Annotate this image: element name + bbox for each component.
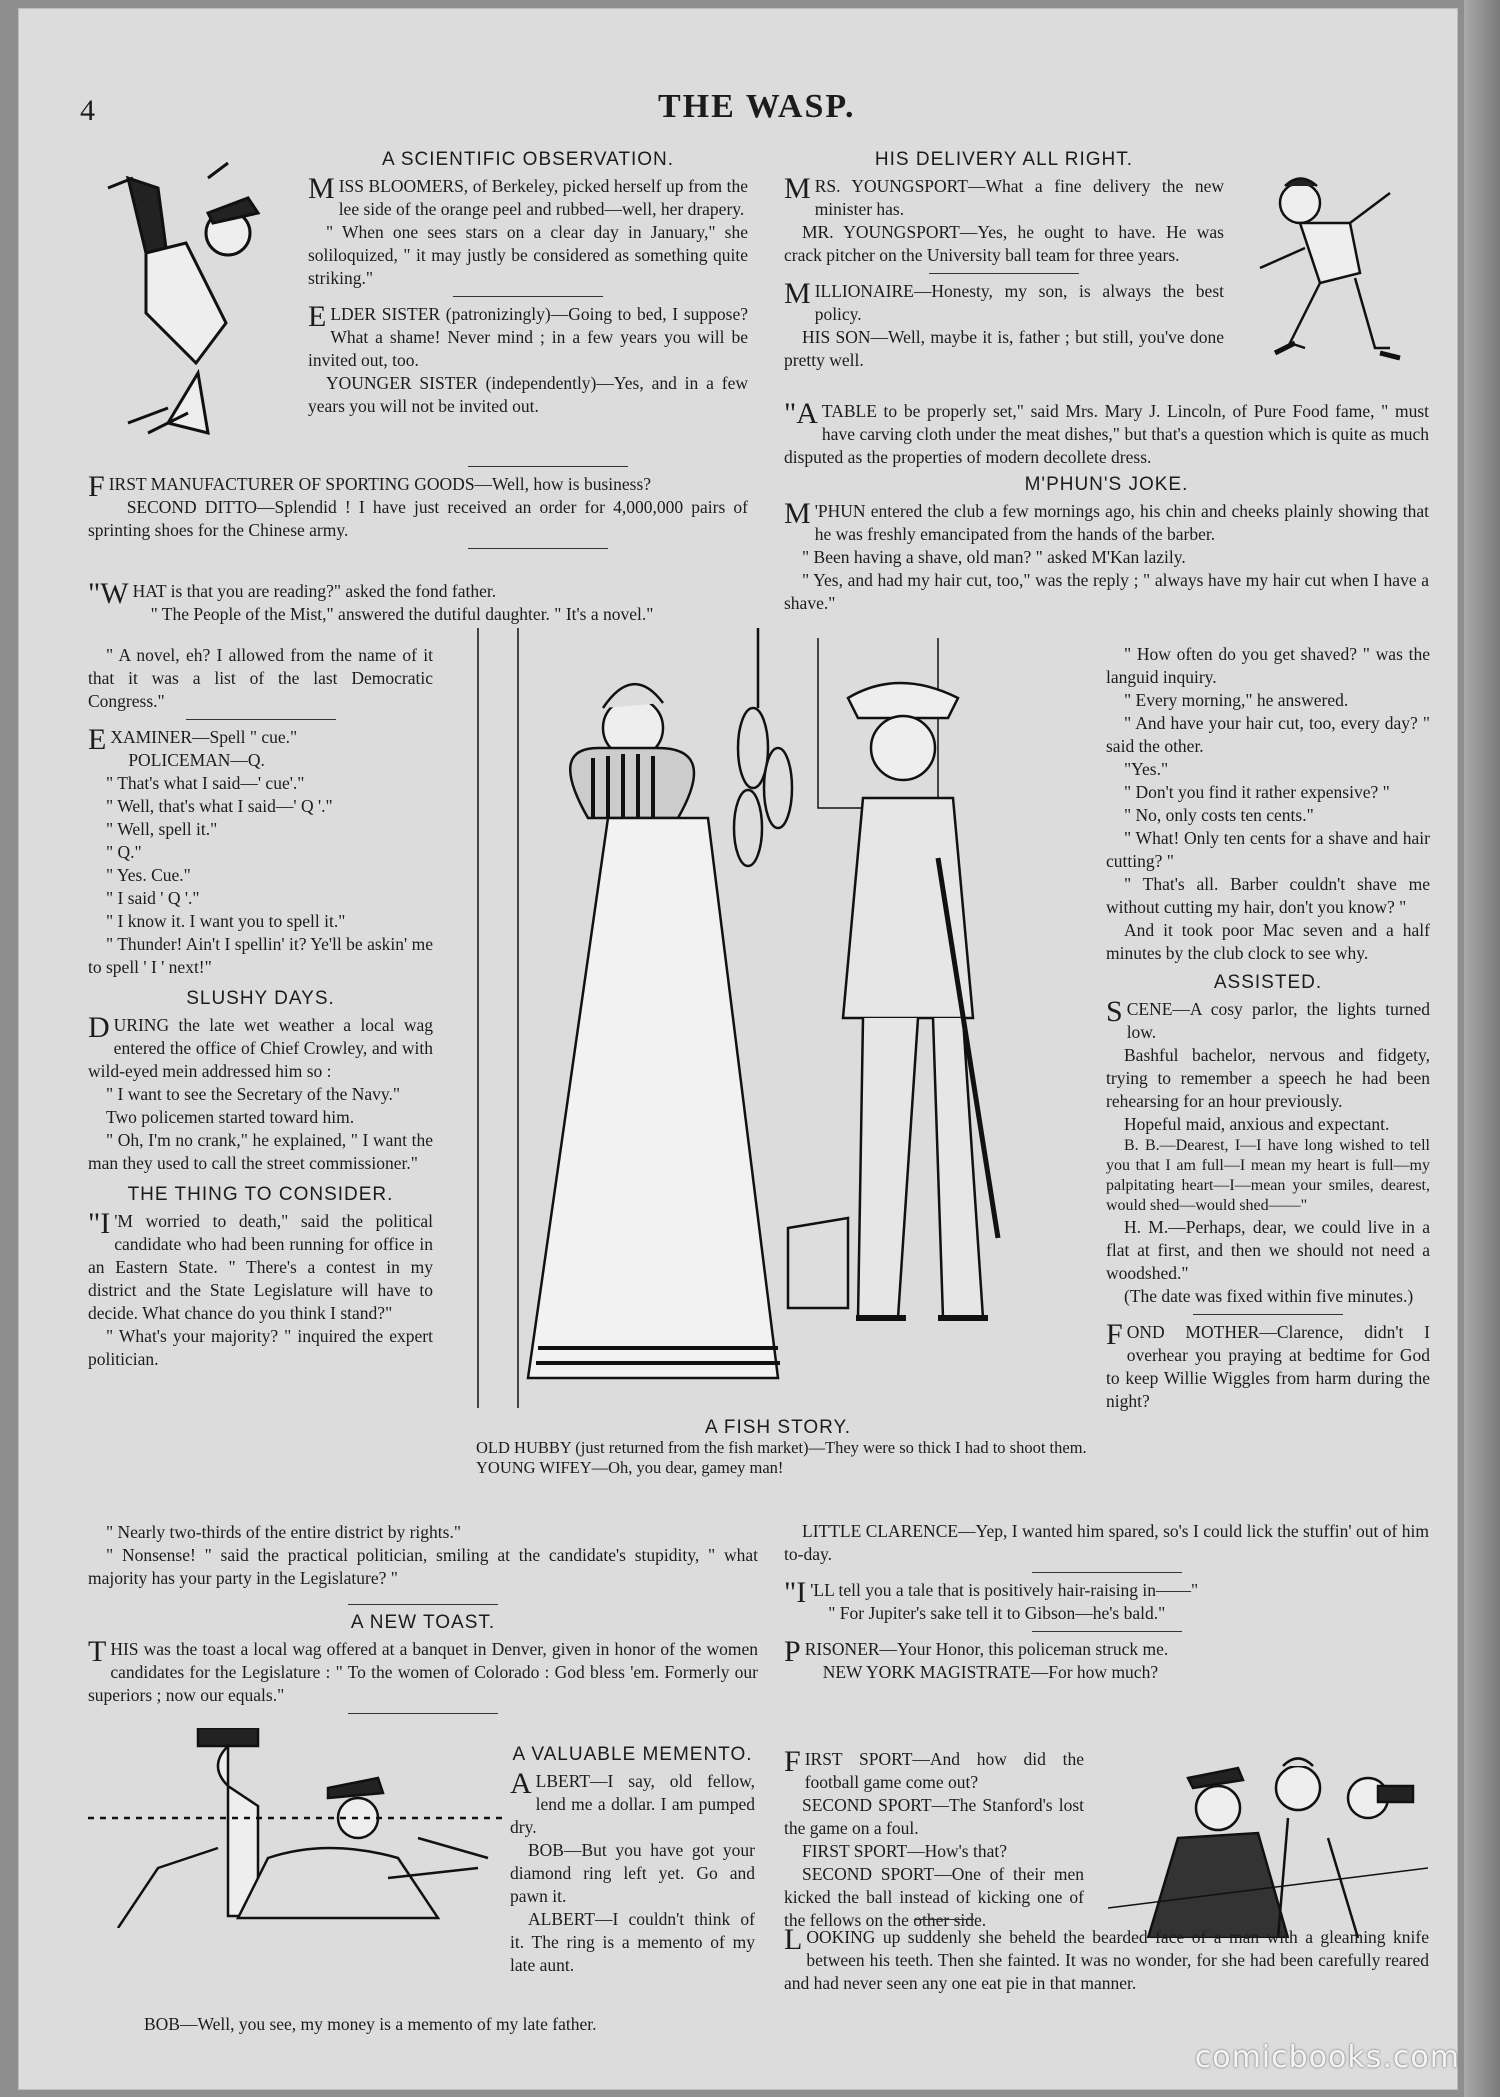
paragraph: SECOND DITTO—Splendid ! I have just received an order for 4,000,000 pairs of sprinting shoes for the Chinese army.: [88, 497, 748, 540]
divider: [348, 1713, 498, 1714]
paragraph: " Every morning," he answered.: [1124, 690, 1349, 710]
paragraph: LDER SISTER (patronizingly)—Going to bed, I suppose? What a shame! Never mind ; in a few years you will be invited out, too.: [308, 304, 748, 370]
paragraph: " No, only costs ten cents.": [1124, 805, 1314, 825]
article-valuable-memento: [510, 1743, 755, 1977]
newspaper-page: [18, 8, 1458, 2090]
paragraph: ALBERT—I couldn't think of it. The ring is a memento of my late aunt.: [510, 1909, 755, 1975]
paragraph: RS. YOUNGSPORT—What a fine delivery the new minister has.: [814, 176, 1224, 219]
paragraph: FIRST SPORT—How's that?: [802, 1841, 1008, 1861]
paragraph: YOUNGER SISTER (independently)—Yes, and in a few years you will not be invited out.: [308, 373, 748, 416]
paragraph: " Nearly two-thirds of the entire district by rights.": [106, 1522, 461, 1542]
headline: THE THING TO CONSIDER.: [127, 1184, 394, 1205]
spectators-illustration: [1108, 1738, 1428, 1938]
caption-line: YOUNG WIFEY—Oh, you dear, gamey man!: [476, 1458, 784, 1477]
drop-cap: T: [88, 1635, 107, 1668]
article-looking-up: [784, 1913, 1429, 1995]
drop-cap: "A: [784, 397, 818, 430]
page-number: 4: [80, 94, 95, 127]
paragraph: " For Jupiter's sake tell it to Gibson—he's bald.": [828, 1603, 1166, 1623]
falling-woman-illustration: [88, 158, 288, 443]
masthead-title: THE WASP.: [658, 88, 856, 125]
headline: SLUSHY DAYS.: [186, 988, 335, 1009]
paragraph: "Yes.": [1124, 759, 1169, 779]
dialogue-line: " Well, that's what I said—' Q '.": [106, 796, 333, 816]
memento-final-line: [144, 2013, 744, 2036]
paragraph: SECOND SPORT—The Stanford's lost the game on a foul.: [784, 1795, 1084, 1838]
drop-cap: "I: [784, 1576, 807, 1609]
paragraph: " And have your hair cut, too, every day? " said the other.: [1106, 713, 1430, 756]
paragraph: RISONER—Your Honor, this policeman struck me.: [804, 1639, 1169, 1659]
headline: ASSISTED.: [1213, 972, 1323, 993]
paragraph: " Oh, I'm no crank," he explained, " I want the man they used to call the street commissioner.": [88, 1130, 433, 1173]
paragraph: Bashful bachelor, nervous and fidgety, trying to remember a speech he had been rehearsing for an hour previously.: [1106, 1045, 1430, 1111]
dialogue-line: POLICEMAN—Q.: [128, 750, 265, 770]
headline: A SCIENTIFIC OBSERVATION.: [381, 149, 675, 170]
drop-cap: F: [1106, 1318, 1123, 1351]
paragraph: HIS was the toast a local wag offered at a banquet in Denver, given in honor of the women candidates for the Legislature : " To the women of Colorado : God bless 'em. Formerly our superiors ; now our equals.": [88, 1639, 758, 1705]
headline: HIS DELIVERY ALL RIGHT.: [874, 149, 1134, 170]
paragraph: (The date was fixed within five minutes.): [1124, 1286, 1414, 1306]
gentlemen-smoking-illustration: [88, 1728, 508, 1928]
article-mphun-continued: [1106, 643, 1430, 1413]
drop-cap: A: [510, 1767, 532, 1800]
paragraph: " Yes, and had my hair cut, too," was the reply ; " always have my hair cut when I have a shave.": [784, 570, 1429, 613]
paragraph: 'LL tell you a tale that is positively hair-raising in——": [810, 1580, 1199, 1600]
divider: [186, 719, 336, 720]
paragraph: OND MOTHER—Clarence, didn't I overhear you praying at bedtime for God to keep Willie Wiggles from harm during the night?: [1106, 1322, 1430, 1411]
paragraph: BOB—Well, you see, my money is a memento of my late father.: [144, 2014, 597, 2034]
drop-cap: F: [88, 470, 105, 503]
divider: [1032, 1631, 1182, 1632]
paragraph: LBERT—I say, old fellow, lend me a dollar. I am pumped dry.: [510, 1771, 755, 1837]
divider: [453, 296, 603, 297]
article-delivery: [784, 148, 1224, 372]
article-novel: [88, 644, 433, 1371]
headline: M'PHUN'S JOKE.: [1024, 474, 1189, 495]
headline: A VALUABLE MEMENTO.: [512, 1744, 753, 1765]
paragraph: SECOND SPORT—One of their men kicked the ball instead of kicking one of the fellows on the other side.: [784, 1864, 1084, 1930]
caption-line: OLD HUBBY (just returned from the fish market)—They were so thick I had to shoot them.: [476, 1438, 1087, 1457]
drop-cap: E: [308, 300, 327, 333]
article-fond-mother: [784, 1520, 1429, 1684]
drop-cap: L: [784, 1923, 803, 1956]
paragraph: 'PHUN entered the club a few mornings ago, his chin and cheeks plainly showing that he was freshly emancipated from the hands of the barber.: [814, 501, 1429, 544]
drop-cap: P: [784, 1635, 801, 1668]
dialogue-line: " I said ' Q '.": [106, 888, 200, 908]
divider: [348, 1604, 498, 1605]
paragraph: " A novel, eh? I allowed from the name of it that it was a list of the last Democratic Congress.": [88, 645, 433, 711]
dialogue-line: XAMINER—Spell " cue.": [110, 727, 298, 747]
paragraph: 'M worried to death," said the political candidate who had been running for office in an Eastern State. " There's a contest in my district and the State Legislature will have to decide. What chance do you think I stand?": [88, 1211, 433, 1323]
dialogue-line: " I know it. I want you to spell it.": [106, 911, 346, 931]
article-sporting-goods: [88, 460, 748, 555]
article-table-setting: [784, 397, 1429, 615]
paragraph: " How often do you get shaved? " was the languid inquiry.: [1106, 644, 1430, 687]
dialogue-line: " Well, spell it.": [106, 819, 218, 839]
drop-cap: D: [88, 1011, 110, 1044]
drop-cap: M: [784, 497, 811, 530]
drop-cap: F: [784, 1745, 801, 1778]
paragraph: " Been having a shave, old man? " asked M'Kan lazily.: [802, 547, 1186, 567]
drop-cap: "I: [88, 1207, 111, 1240]
paragraph: OOKING up suddenly she beheld the bearded face of a man with a gleaming knife between his teeth. Then she fainted. It was no wonder, for she had been carefully reared and had never seen any one eat pie in that manner.: [784, 1927, 1429, 1993]
divider: [468, 548, 608, 549]
divider: [1193, 1314, 1343, 1315]
paragraph: URING the late wet weather a local wag entered the office of Chief Crowley, and with wild-eyed mein addressed him so :: [88, 1015, 433, 1081]
paragraph: BOB—But you have got your diamond ring left yet. Go and pawn it.: [510, 1840, 755, 1906]
paragraph: " Don't you find it rather expensive? ": [1124, 782, 1390, 802]
paragraph: ILLIONAIRE—Honesty, my son, is always the best policy.: [814, 281, 1224, 324]
paragraph: TABLE to be properly set," said Mrs. Mary J. Lincoln, of Pure Food fame, " must have carving cloth under the meat dishes," but that's a question which is quite as much disputed as the properties of modern decollete dress.: [784, 401, 1429, 467]
paragraph: " Nonsense! " said the practical politician, smiling at the candidate's stupidity, " what majority has your party in the Legislature? ": [88, 1545, 758, 1588]
paragraph: Two policemen started toward him.: [106, 1107, 355, 1127]
paragraph: " That's all. Barber couldn't shave me without cutting my hair, don't you know? ": [1106, 874, 1430, 917]
article-scientific-observation: [308, 148, 748, 418]
paragraph: " The People of the Mist," answered the dutiful daughter. " It's a novel.": [150, 604, 654, 624]
divider: [468, 466, 628, 467]
article-reading: [88, 577, 748, 626]
paragraph: " What's your majority? " inquired the expert politician.: [88, 1326, 433, 1369]
paragraph: ISS BLOOMERS, of Berkeley, picked herself up from the lee side of the orange peel and rubbed—well, her drapery.: [338, 176, 748, 219]
paragraph: And it took poor Mac seven and a half minutes by the club clock to see why.: [1106, 920, 1430, 963]
drop-cap: M: [308, 172, 335, 205]
paragraph: IRST MANUFACTURER OF SPORTING GOODS—Well, how is business?: [108, 474, 652, 494]
pitcher-illustration: [1240, 168, 1410, 388]
headline: A NEW TOAST.: [350, 1612, 496, 1633]
fish-story-caption-block: [458, 1418, 1098, 1478]
paragraph: B. B.—Dearest, I—I have long wished to tell you that I am full—I mean my heart is full—my palpitating heart—I—mean your smiles, dearest, would shed—would shed——": [1106, 1137, 1430, 1214]
paragraph: LITTLE CLARENCE—Yep, I wanted him spared, so's I could lick the stuffin' out of him to-day.: [784, 1521, 1429, 1564]
divider: [914, 1919, 974, 1920]
paragraph: HAT is that you are reading?" asked the fond father.: [132, 581, 497, 601]
paragraph: CENE—A cosy parlor, the lights turned low.: [1126, 999, 1430, 1042]
paragraph: " When one sees stars on a clear day in January," she soliloquized, " it may justly be considered as something quite striking.": [308, 222, 748, 288]
paragraph: MR. YOUNGSPORT—Yes, he ought to have. He was crack pitcher on the University ball team for three years.: [784, 222, 1224, 265]
paragraph: " What! Only ten cents for a shave and hair cutting? ": [1106, 828, 1430, 871]
article-football: [784, 1745, 1084, 1932]
paragraph: " I want to see the Secretary of the Navy.": [106, 1084, 401, 1104]
paragraph: H. M.—Perhaps, dear, we could live in a flat at first, and then we should not need a woodshed.": [1106, 1217, 1430, 1283]
divider: [929, 273, 1079, 274]
dialogue-line: " That's what I said—' cue'.": [106, 773, 305, 793]
dialogue-line: " Yes. Cue.": [106, 865, 191, 885]
drop-cap: S: [1106, 995, 1123, 1028]
paragraph: HIS SON—Well, maybe it is, father ; but still, you've done pretty well.: [784, 327, 1224, 370]
source-watermark: comicbooks.com: [1194, 2040, 1460, 2075]
divider: [1032, 1572, 1182, 1573]
illustration-caption: A FISH STORY.: [704, 1417, 852, 1438]
paragraph: NEW YORK MAGISTRATE—For how much?: [822, 1662, 1159, 1682]
dialogue-line: " Q.": [106, 842, 142, 862]
fish-story-illustration: [458, 628, 1098, 1408]
paragraph: IRST SPORT—And how did the football game come out?: [804, 1749, 1084, 1792]
drop-cap: M: [784, 277, 811, 310]
article-majority: [88, 1521, 758, 1720]
page-edge: [1464, 0, 1500, 2097]
drop-cap: "W: [88, 577, 129, 610]
drop-cap: M: [784, 172, 811, 205]
drop-cap: E: [88, 723, 107, 756]
paragraph: Hopeful maid, anxious and expectant.: [1124, 1114, 1390, 1134]
dialogue-line: " Thunder! Ain't I spellin' it? Ye'll be askin' me to spell ' I ' next!": [88, 934, 433, 977]
